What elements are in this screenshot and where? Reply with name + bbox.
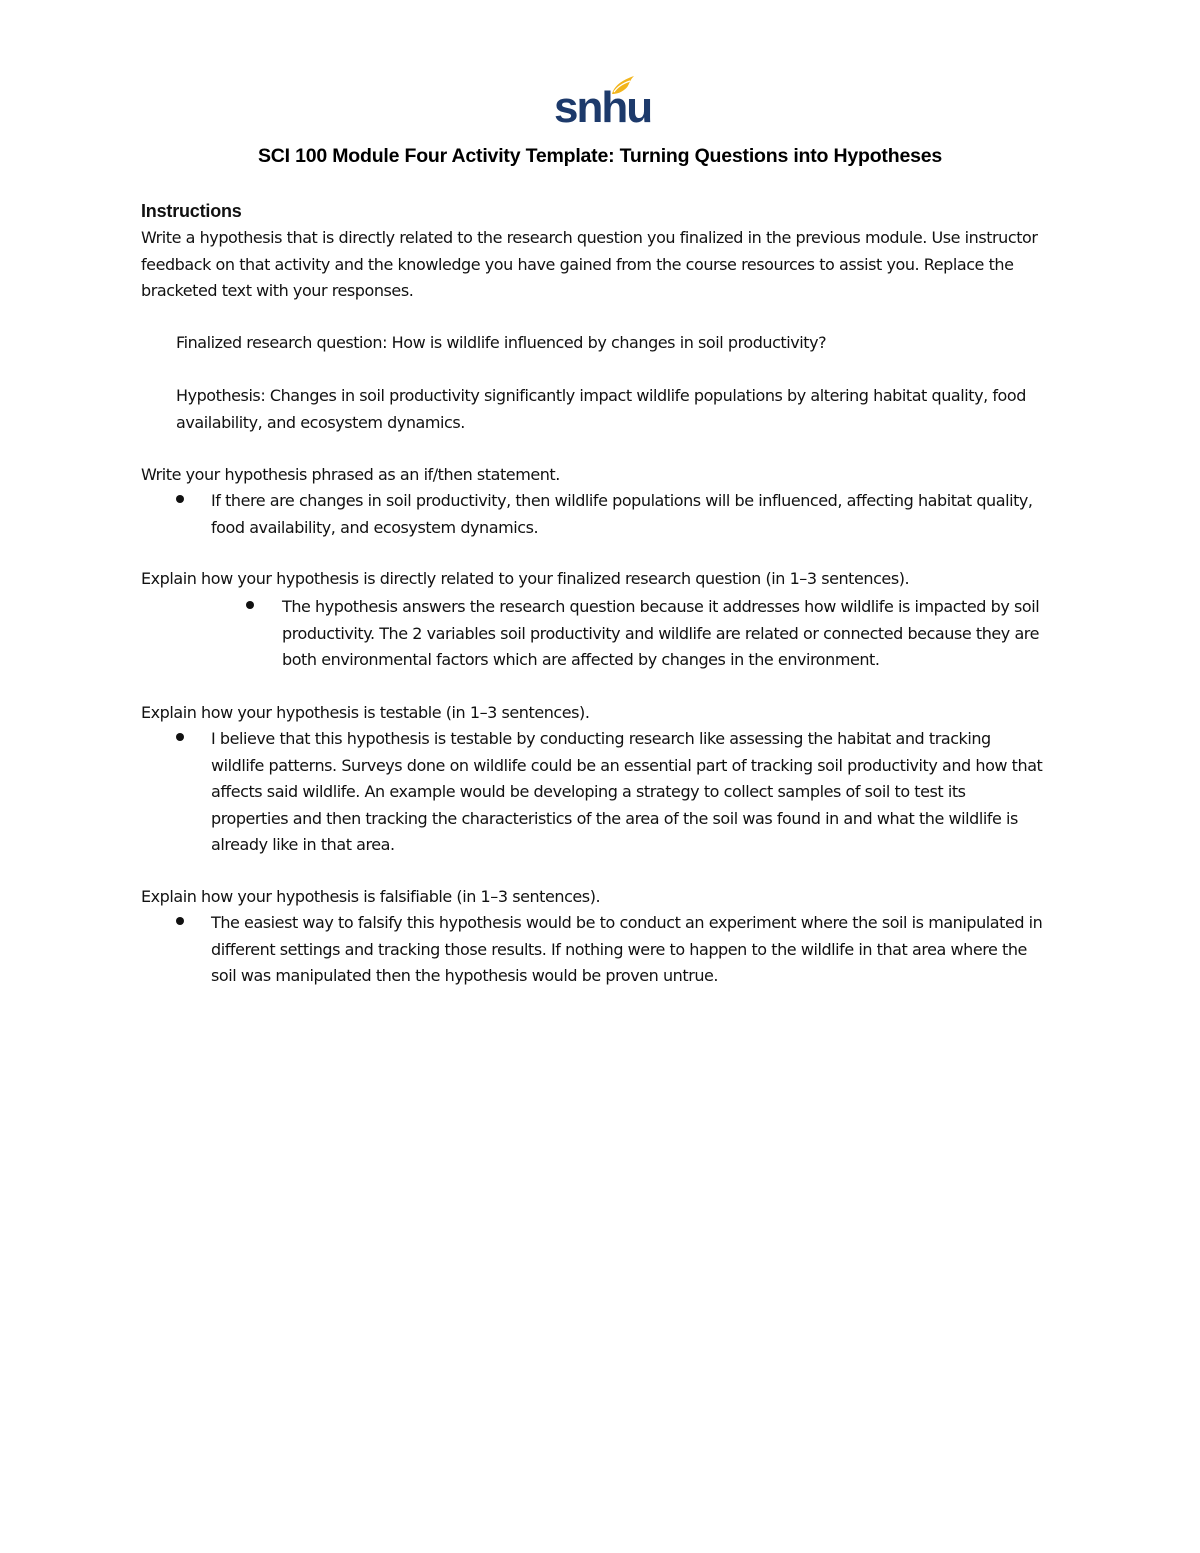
- bullet-icon: [176, 917, 184, 925]
- document-title: SCI 100 Module Four Activity Template: Turning Questions into Hypotheses: [257, 145, 943, 167]
- related-prompt: Explain how your hypothesis is directly related to your finalized research question (in 1–3 sentences).: [141, 569, 910, 588]
- ifthen-answer: If there are changes in soil productivity, then wildlife populations will be influenced, affecting habitat quality, food availability, and ecosystem dynamics.: [211, 491, 1033, 537]
- falsifiable-answer: The easiest way to falsify this hypothesis would be to conduct an experiment where the soil is manipulated in different settings and tracking those results. If nothing were to happen to the wildlife in that area where the soil was manipulated then the hypothesis would be proven untrue.: [211, 913, 1043, 985]
- instructions-text: Write a hypothesis that is directly related to the research question you finalized in the previous module. Use instructor feedback on that activity and the knowledge you have gained from the course resources to assist you. Replace the bracketed text with your responses.: [141, 228, 1038, 300]
- research-question: Finalized research question: How is wildlife influenced by changes in soil productivity?: [176, 333, 827, 352]
- snhu-logo: [554, 72, 652, 134]
- bullet-icon: [176, 495, 184, 503]
- bullet-icon: [176, 733, 184, 741]
- bullet-icon: [246, 601, 254, 609]
- testable-prompt: Explain how your hypothesis is testable (in 1–3 sentences).: [141, 703, 590, 722]
- hypothesis-text: Hypothesis: Changes in soil productivity significantly impact wildlife populations by altering habitat quality, food availability, and ecosystem dynamics.: [176, 386, 1026, 432]
- testable-answer: I believe that this hypothesis is testable by conducting research like assessing the habitat and tracking wildlife patterns. Surveys done on wildlife could be an essential part of tracking soil productivity and how that affects said wildlife. An example would be developing a strategy to collect samples of soil to test its properties and then tracking the characteristics of the area of the soil was found in and what the wildlife is already like in that area.: [211, 729, 1043, 854]
- instructions-heading: Instructions: [141, 201, 242, 221]
- ifthen-prompt: Write your hypothesis phrased as an if/then statement.: [141, 465, 560, 484]
- falsifiable-prompt: Explain how your hypothesis is falsifiable (in 1–3 sentences).: [141, 887, 601, 906]
- logo-wordmark: snhu: [554, 83, 652, 132]
- related-answer: The hypothesis answers the research question because it addresses how wildlife is impacted by soil productivity. The 2 variables soil productivity and wildlife are related or connected because they are both environmental factors which are affected by changes in the environment.: [282, 597, 1040, 669]
